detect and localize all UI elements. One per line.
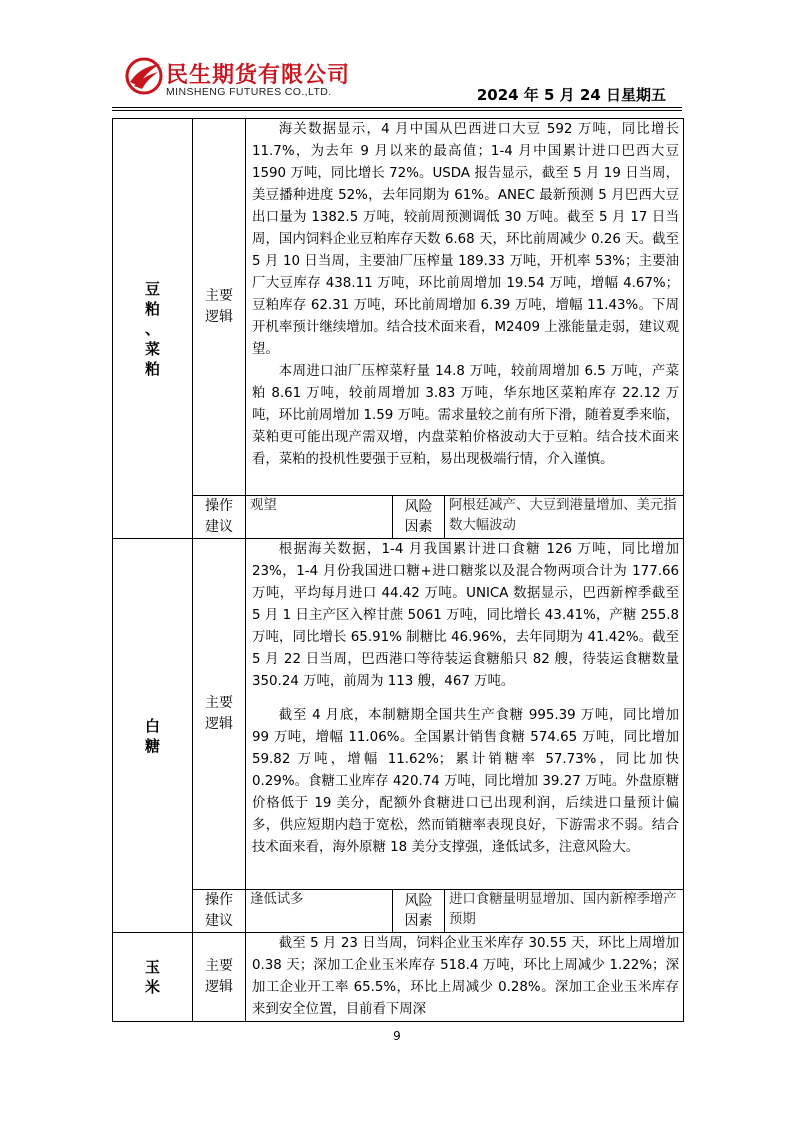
main-logic-text [246, 539, 684, 890]
commodity-name-corn: 玉 米 [113, 933, 193, 1022]
section-sugar-advice-row [113, 890, 684, 933]
header-rule-2 [112, 110, 682, 111]
operation-label: 操作 建议 [193, 496, 246, 539]
section-soymeal-logic-row [113, 119, 684, 496]
commodity-name-sugar: 白 糖 [113, 539, 193, 933]
paragraph: 根据海关数据，1-4 月我国累计进口食糖 126 万吨，同比增加 23%，1-4 月份我国进口糖+进口糖浆以及混合物两项合计为 177.66 万吨，平均每月进口 44.42 万吨。UNICA 数据显示，巴西新榨季截至 5 月 1 日主产区入榨甘蔗 5061 万吨，同比增长 43.41%，产糖 255.8 万吨，同比增长 65.91% 制糖比 46.96%，去年同期为 41.42%。截至 5 月 22 日当周，巴西港口等待装运食糖船只 82 艘，待装运食糖数量 350.24 万吨，前周为 113 艘，467 万吨。 [252, 542, 680, 689]
section-sugar-logic-row [113, 539, 684, 890]
risk-label: 风险 因素 [393, 496, 445, 539]
main-logic-label: 主要 逻辑 [193, 539, 246, 890]
main-logic-text [246, 933, 684, 1022]
section-soymeal-advice-row [113, 496, 684, 539]
main-logic-text [246, 119, 684, 496]
page-header [0, 0, 794, 118]
paragraph: 截至 4 月底，本制糖期全国共生产食糖 995.39 万吨，同比增加 99 万吨，增幅 11.06%。全国累计销售食糖 574.65 万吨，同比增加 59.82 万吨，增幅 11.62%；累计销糖率 57.73%，同比加快 0.29%。食糖工业库存 420.74 万吨，同比增加 39.27 万吨。外盘原糖价格低于 19 美分，配额外食糖进口已出现利润，后续进口量预计偏多，供应短期内趋于宽松，然而销糖率表现良好，下游需求不弱。结合技术面来看，海外原糖 18 美分支撑强，逢低试多，注意风险大。 [252, 708, 680, 855]
header-rule [112, 107, 682, 108]
main-logic-label: 主要 逻辑 [193, 119, 246, 496]
risk-factors: 进口食糖量明显增加、国内新榨季增产预期 [445, 890, 684, 933]
paragraph: 截至 5 月 23 日当周，饲料企业玉米库存 30.55 天，环比上周增加 0.38 天；深加工企业玉米库存 518.4 万吨，环比上周减少 1.22%；深加工企业开工率 65.5%，环比上周减少 0.28%。深加工企业玉米库存来到安全位置，目前看下周深 [252, 936, 680, 1017]
report-date: 2024 年 5 月 24 日星期五 [476, 86, 666, 104]
commodity-table [112, 118, 684, 1022]
main-logic-label: 主要 逻辑 [193, 933, 246, 1022]
paragraph: 本周进口油厂压榨菜籽量 14.8 万吨，较前周增加 6.5 万吨，产菜粕 8.61 万吨，较前周增加 3.83 万吨，华东地区菜粕库存 22.12 万吨，环比前周增加 1.59 万吨。需求量较之前有所下滑，随着夏季来临，菜粕更可能出现产需双增，内盘菜粕价格波动大于豆粕。结合技术面来看，菜粕的投机性要强于豆粕，易出现极端行情，介入谨慎。 [252, 364, 680, 467]
risk-factors: 阿根廷减产、大豆到港量增加、美元指数大幅波动 [445, 496, 684, 539]
operation-advice: 观望 [246, 496, 393, 539]
commodity-name-soymeal: 豆 粕 、 菜 粕 [113, 119, 193, 539]
company-name-cn: 民生期货有限公司 [166, 63, 351, 88]
minsheng-logo-icon [124, 56, 164, 96]
section-corn-logic-row [113, 933, 684, 1022]
operation-label: 操作 建议 [193, 890, 246, 933]
company-name-en: MINSHENG FUTURES CO.,LTD. [166, 86, 332, 98]
page-number: 9 [393, 1029, 401, 1043]
paragraph: 海关数据显示，4 月中国从巴西进口大豆 592 万吨，同比增长 11.7%，为去年 9 月以来的最高值；1-4 月中国累计进口巴西大豆 1590 万吨，同比增长 72%。USDA 报告显示，截至 5 月 19 日当周，美豆播种进度 52%，去年同期为 61%。ANEC 最新预测 5 月巴西大豆出口量为 1382.5 万吨，较前周预测调低 30 万吨。截至 5 月 17 日当周，国内饲料企业豆粕库存天数 6.68 天，环比前周减少 0.26 天。截至 5 月 10 日当周，主要油厂压榨量 189.33 万吨，开机率 53%；主要油厂大豆库存 438.11 万吨，环比前周增加 19.54 万吨，增幅 4.67%；豆粕库存 62.31 万吨，环比前周增加 6.39 万吨，增幅 11.43%。下周开机率预计继续增加。结合技术面来看，M2409 上涨能量走弱，建议观望。 [252, 122, 680, 357]
risk-label: 风险 因素 [393, 890, 445, 933]
operation-advice: 逢低试多 [246, 890, 393, 933]
